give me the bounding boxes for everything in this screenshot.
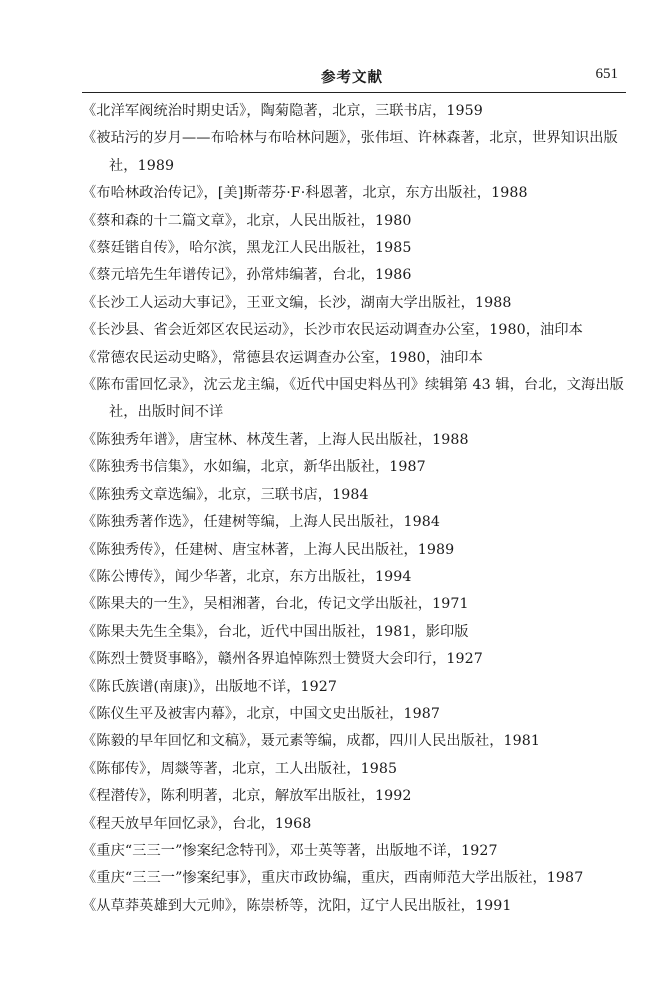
reference-entry: 《常德农民运动史略》，常德县农运调查办公室，1980，油印本 — [82, 349, 483, 366]
reference-entry: 《陈独秀传》，任建树、唐宝林著，上海人民出版社，1989 — [82, 541, 455, 558]
reference-entry: 《陈独秀文章选编》，北京，三联书店，1984 — [82, 486, 369, 503]
reference-entry: 《陈毅的早年回忆和文稿》，聂元素等编，成都，四川人民出版社，1981 — [82, 733, 541, 750]
page-number: 651 — [595, 66, 618, 82]
reference-entry: 《程天放早年回忆录》，台北，1968 — [82, 815, 312, 832]
reference-entry: 《蔡和森的十二篇文章》，北京，人民出版社，1980 — [82, 212, 412, 229]
reference-entry: 《重庆“三三一”惨案纪事》，重庆市政协编，重庆，西南师范大学出版社，1987 — [82, 870, 584, 887]
reference-entry: 《重庆“三三一”惨案纪念特刊》，邓士英等著，出版地不详，1927 — [82, 842, 498, 859]
reference-entry: 《陈郁传》，周燚等著，北京，工人出版社，1985 — [82, 760, 398, 777]
reference-entry: 《陈独秀书信集》，水如编，北京，新华出版社，1987 — [82, 459, 426, 476]
reference-entry: 《陈公博传》，闻少华著，北京，东方出版社，1994 — [82, 568, 412, 585]
reference-entry: 《北洋军阀统治时期史话》，陶菊隐著，北京，三联书店，1959 — [82, 103, 483, 119]
page-header — [82, 64, 622, 90]
reference-entry: 《从草莽英雄到大元帅》，陈崇桥等，沈阳，辽宁人民出版社，1991 — [82, 897, 512, 914]
reference-entry: 《陈烈士赞贤事略》，赣州各界追悼陈烈士赞贤大会印行，1927 — [82, 651, 483, 668]
reference-entry: 《长沙县、省会近郊区农民运动》，长沙市农民运动调查办公室，1980，油印本 — [82, 322, 583, 339]
reference-entry: 《陈果夫先生全集》，台北，近代中国出版社，1981，影印版 — [82, 623, 469, 640]
reference-entry: 《陈仪生平及被害内幕》，北京，中国文史出版社，1987 — [82, 705, 441, 722]
reference-entry: 《蔡廷锴自传》，哈尔滨，黑龙江人民出版社，1985 — [82, 240, 412, 257]
reference-entry: 《程潜传》，陈利明著，北京，解放军出版社，1992 — [82, 788, 412, 805]
reference-entry: 《陈独秀年谱》，唐宝林、林茂生著，上海人民出版社，1988 — [82, 431, 469, 448]
reference-entry: 《布哈林政治传记》，[美]斯蒂芬·F·科恩著，北京，东方出版社，1988 — [82, 185, 528, 202]
running-head-title: 参考文献 — [321, 69, 383, 86]
reference-entry: 《长沙工人运动大事记》，王亚文编，长沙，湖南大学出版社，1988 — [82, 294, 512, 311]
reference-entry: 《陈独秀著作选》，任建树等编，上海人民出版社，1984 — [82, 514, 441, 531]
reference-entry: 《陈布雷回忆录》，沈云龙主编，《近代中国史料丛刊》续辑第 43 辑，台北，文海出版社，出版时间不详 — [82, 377, 624, 421]
header-rule — [82, 92, 626, 93]
reference-entry: 《陈果夫的一生》，吴相湘著，台北，传记文学出版社，1971 — [82, 596, 469, 613]
reference-entry: 《被玷污的岁月——布哈林与布哈林问题》，张伟垣、许林森著，北京，世界知识出版社，1989 — [82, 130, 618, 174]
reference-list — [82, 98, 630, 920]
reference-entry: 《蔡元培先生年谱传记》，孙常炜编著，台北，1986 — [82, 267, 412, 284]
reference-entry: 《陈氏族谱(南康)》，出版地不详，1927 — [82, 678, 337, 695]
